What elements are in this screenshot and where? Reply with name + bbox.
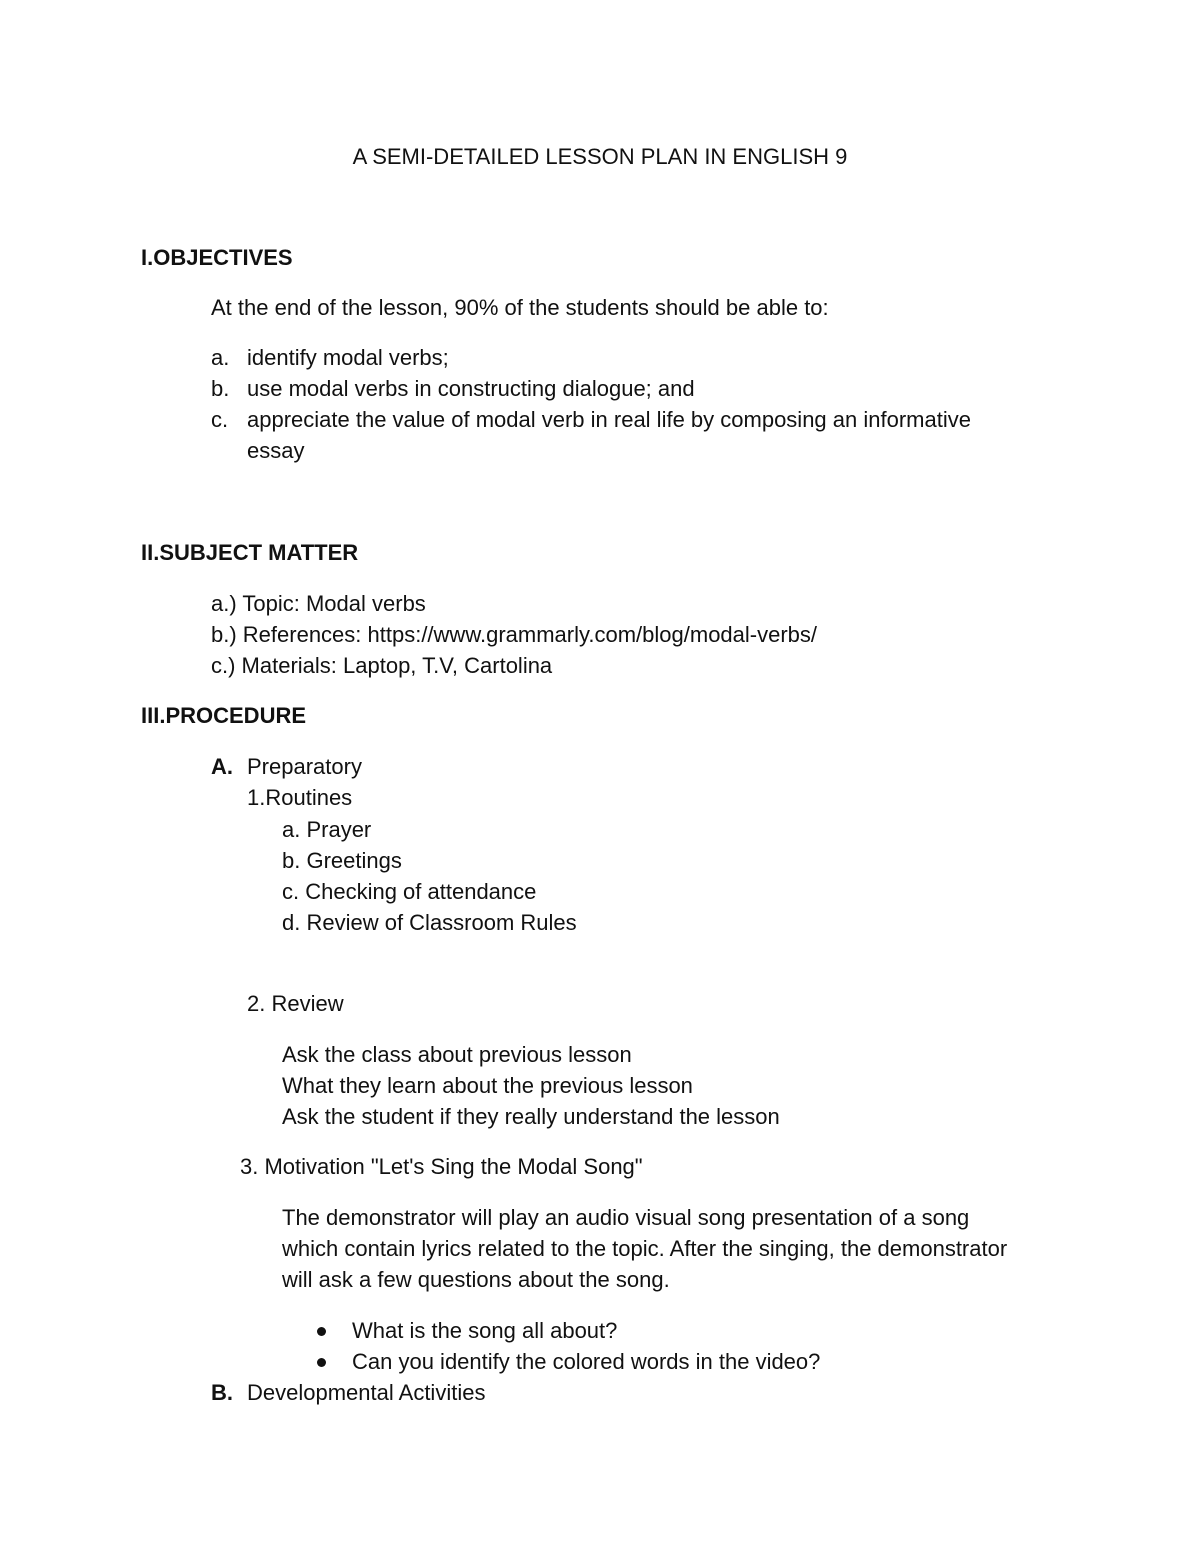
subject-matter-references: b.) References: https://www.grammarly.com/blog/modal-verbs/ [211,622,818,647]
routine-item: c. Checking of attendance [282,879,537,904]
routine-item: b. Greetings [282,848,402,873]
objective-marker: b. [211,376,230,401]
objectives-heading: I.OBJECTIVES [141,245,293,270]
part-b-label: Developmental Activities [247,1380,486,1405]
part-a-letter: A. [211,754,233,779]
review-line: Ask the student if they really understand the lesson [282,1104,780,1129]
objective-marker: c. [211,407,229,432]
part-b-letter: B. [211,1380,233,1405]
motivation-question: Can you identify the colored words in the video? [352,1349,821,1374]
objective-item: appreciate the value of modal verb in real life by composing an informative [247,407,971,432]
motivation-paragraph-line: The demonstrator will play an audio visual song presentation of a song [282,1205,970,1230]
subject-matter-topic: a.) Topic: Modal verbs [211,591,426,616]
objective-item-continuation: essay [247,438,305,463]
bullet-icon [317,1358,326,1367]
bullet-icon [317,1327,326,1336]
procedure-heading: III.PROCEDURE [141,703,307,728]
motivation-question: What is the song all about? [352,1318,618,1343]
subject-matter-materials: c.) Materials: Laptop, T.V, Cartolina [211,653,553,678]
part-a-label: Preparatory [247,754,362,779]
document-title: A SEMI-DETAILED LESSON PLAN IN ENGLISH 9 [352,144,848,169]
subject-matter-heading: II.SUBJECT MATTER [141,540,359,565]
motivation-paragraph-line: which contain lyrics related to the topic. After the singing, the demonstrator [282,1236,1008,1261]
routine-item: a. Prayer [282,817,372,842]
routines-label: 1.Routines [247,785,353,810]
review-line: What they learn about the previous lesson [282,1073,693,1098]
motivation-label: 3. Motivation "Let's Sing the Modal Song" [240,1154,643,1179]
objective-marker: a. [211,345,230,370]
review-line: Ask the class about previous lesson [282,1042,632,1067]
routine-item: d. Review of Classroom Rules [282,910,577,935]
review-label: 2. Review [247,991,344,1016]
objective-item: use modal verbs in constructing dialogue; and [247,376,695,401]
objective-item: identify modal verbs; [247,345,449,370]
motivation-paragraph-line: will ask a few questions about the song. [282,1267,670,1292]
objectives-intro: At the end of the lesson, 90% of the students should be able to: [211,295,829,320]
